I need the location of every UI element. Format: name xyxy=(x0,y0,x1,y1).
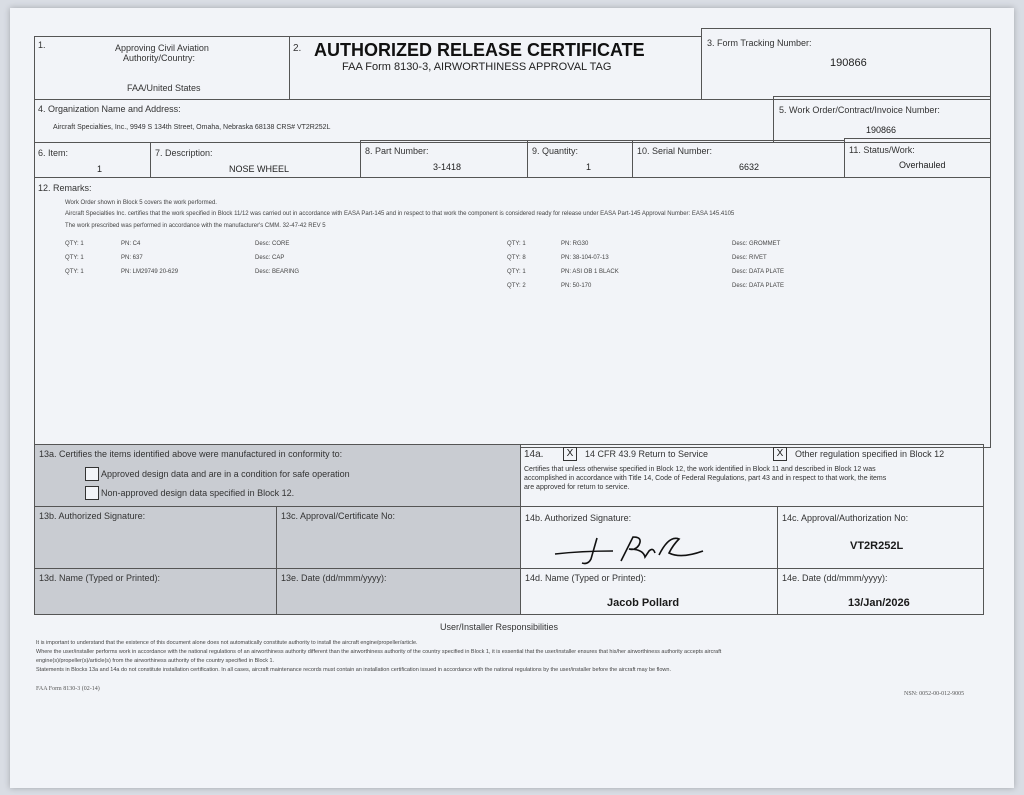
block-8 xyxy=(360,140,528,178)
approved-design-label: Approved design data and are in a condition for safe operation xyxy=(101,469,350,479)
block-14a-text-3: are approved for return to service. xyxy=(524,484,630,491)
form-title: AUTHORIZED RELEASE CERTIFICATE xyxy=(314,40,645,60)
non-approved-design-checkbox[interactable] xyxy=(85,486,99,500)
block-3-label: 3. Form Tracking Number: xyxy=(707,38,812,48)
item-number: 1 xyxy=(97,164,103,174)
block-1-value: FAA/United States xyxy=(127,83,201,93)
other-regulation-label: Other regulation specified in Block 12 xyxy=(795,449,945,459)
block-9-label: 9. Quantity: xyxy=(532,146,579,156)
work-order-number: 190866 xyxy=(866,125,897,135)
block-1-title-line1: Approving Civil Aviation xyxy=(115,43,209,53)
block-14e xyxy=(777,568,984,615)
block-14d xyxy=(520,568,778,615)
footer-paragraph-2: Where the user/installer performs work in accordance with the national regulations of an airworthiness authority different than the airworthiness authority of the country specified in Block 1, it is essential that the user/installer ensures that his/her airworthiness authority accepts aircraft xyxy=(36,649,722,655)
block-14d-label: 14d. Name (Typed or Printed): xyxy=(525,573,647,583)
block-14b-label: 14b. Authorized Signature: xyxy=(525,513,632,523)
block-14b xyxy=(520,506,778,569)
block-11 xyxy=(844,138,991,178)
block-13e-label: 13e. Date (dd/mmm/yyyy): xyxy=(281,573,387,583)
quantity: 1 xyxy=(586,162,592,172)
block-13a xyxy=(34,444,521,507)
block-11-label: 11. Status/Work: xyxy=(849,145,915,155)
block-5-label: 5. Work Order/Contract/Invoice Number: xyxy=(779,105,940,115)
block-14c-label: 14c. Approval/Authorization No: xyxy=(782,513,909,523)
block-14a xyxy=(520,444,984,507)
block-10-label: 10. Serial Number: xyxy=(637,146,713,156)
return-to-service-label: 14 CFR 43.9 Return to Service xyxy=(585,449,709,459)
block-2-number: 2. xyxy=(293,43,302,54)
return-to-service-checkbox[interactable]: X xyxy=(563,447,577,461)
footer-paragraph-3: engine(s)/propeller(s)/article(s) from the airworthiness authority of the country specified in Block 1. xyxy=(36,658,275,664)
block-12-remarks: 12. Remarks: Work Order shown in Block 5 covers the work performed. Aircraft Specialties Inc. certifies that the work specified in Block 11/12 was carried out in accordance with EASA Part-145 and in respect to that work the component is considered ready for release under EASA Part-145 Approval Number: EASA 145.4105 The work prescribed was performed in accordance with the manufacturer's CMM. 32-47-42 REV 5 QTY: 1 PN: C4 Desc: CORE QTY: 1 PN: 637 Desc: CAP QTY: 1 PN: LM29749 20-629 Desc: BEARING QTY: 1 PN: RG30 Desc: GROMMET QTY: 8 PN: 38-104-07-13 Desc: RIVET QTY: 1 PN: ASI OB 1 BLACK Desc: DATA PLATE QTY: 2 PN: 50-170 Desc: DATA PLATE xyxy=(34,177,991,448)
block-7-label: 7. Description: xyxy=(155,148,213,158)
block-14e-label: 14e. Date (dd/mmm/yyyy): xyxy=(782,573,888,583)
part-number: 3-1418 xyxy=(433,162,462,172)
block-1 xyxy=(34,36,290,100)
remarks-line-1: Work Order shown in Block 5 covers the work performed. xyxy=(65,200,217,206)
release-date: 13/Jan/2026 xyxy=(848,597,910,609)
non-approved-design-label: Non-approved design data specified in Block 12. xyxy=(101,488,295,498)
block-4 xyxy=(34,99,774,143)
block-13e xyxy=(276,568,521,615)
organization-name-address: Aircraft Specialties, Inc., 9949 S 134th Street, Omaha, Nebraska 68138 CRS# VT2R252L xyxy=(53,124,331,131)
approved-design-checkbox[interactable] xyxy=(85,467,99,481)
block-13d-label: 13d. Name (Typed or Printed): xyxy=(39,573,161,583)
block-14a-text-2: accomplished in accordance with Title 14, Code of Federal Regulations, part 43 and in respect to that work, the items xyxy=(524,475,887,482)
block-6-label: 6. Item: xyxy=(38,148,69,158)
block-9 xyxy=(527,140,633,178)
user-installer-heading: User/Installer Responsibilities xyxy=(440,622,559,632)
block-14a-text-1: Certifies that unless otherwise specified in Block 12, the work identified in Block 11 and described in Block 12 was xyxy=(524,466,876,473)
block-8-label: 8. Part Number: xyxy=(365,146,429,156)
status-work: Overhauled xyxy=(899,160,946,170)
footer-paragraph-4: Statements in Blocks 13a and 14a do not constitute installation certification. In all cases, aircraft maintenance records must contain an installation certification issued in accordance with the national regulations by the user/installer before the aircraft may be flown. xyxy=(36,667,671,673)
authorized-name: Jacob Pollard xyxy=(607,597,680,609)
nsn-number: NSN: 0052-00-012-9005 xyxy=(904,691,965,697)
block-13d xyxy=(34,568,277,615)
block-4-label: 4. Organization Name and Address: xyxy=(38,104,181,114)
approval-authorization-number: VT2R252L xyxy=(850,540,904,552)
block-10 xyxy=(632,140,845,178)
block-13b xyxy=(34,506,277,569)
block-12-label: 12. Remarks: xyxy=(38,183,92,193)
block-13c-label: 13c. Approval/Certificate No: xyxy=(281,511,396,521)
block-3 xyxy=(701,28,991,100)
block-13c xyxy=(276,506,521,569)
block-13b-label: 13b. Authorized Signature: xyxy=(39,511,146,521)
form-tracking-number: 190866 xyxy=(830,57,867,69)
block-2 xyxy=(289,36,702,100)
certificate-sheet xyxy=(10,8,1014,788)
block-6 xyxy=(34,142,151,178)
footer-paragraph-1: It is important to understand that the existence of this document alone does not automatically constitute authority to install the aircraft engine/propeller/article. xyxy=(36,640,418,646)
item-description: NOSE WHEEL xyxy=(229,164,290,174)
block-1-title-line2: Authority/Country: xyxy=(123,53,196,63)
remarks-line-3: The work prescribed was performed in accordance with the manufacturer's CMM. 32-47-42 REV 5 xyxy=(65,223,326,229)
block-1-number: 1. xyxy=(38,40,46,50)
remarks-line-2: Aircraft Specialties Inc. certifies that the work specified in Block 11/12 was carried out in accordance with EASA Part-145 and in respect to that work the component is considered ready for release under EASA Part-145 Approval Number: EASA 145.4105 xyxy=(65,211,735,217)
form-identifier: FAA Form 8130-3 (02-14) xyxy=(36,686,100,692)
other-regulation-checkbox[interactable]: X xyxy=(773,447,787,461)
block-13a-label: 13a. Certifies the items identified above were manufactured in conformity to: xyxy=(39,449,343,459)
block-7 xyxy=(150,142,361,178)
block-14a-label: 14a. xyxy=(524,449,544,460)
block-14c xyxy=(777,506,984,569)
form-subtitle: FAA Form 8130-3, AIRWORTHINESS APPROVAL TAG xyxy=(342,61,612,73)
block-5 xyxy=(773,96,991,143)
authorized-signature-image xyxy=(551,527,711,567)
serial-number: 6632 xyxy=(739,162,760,172)
